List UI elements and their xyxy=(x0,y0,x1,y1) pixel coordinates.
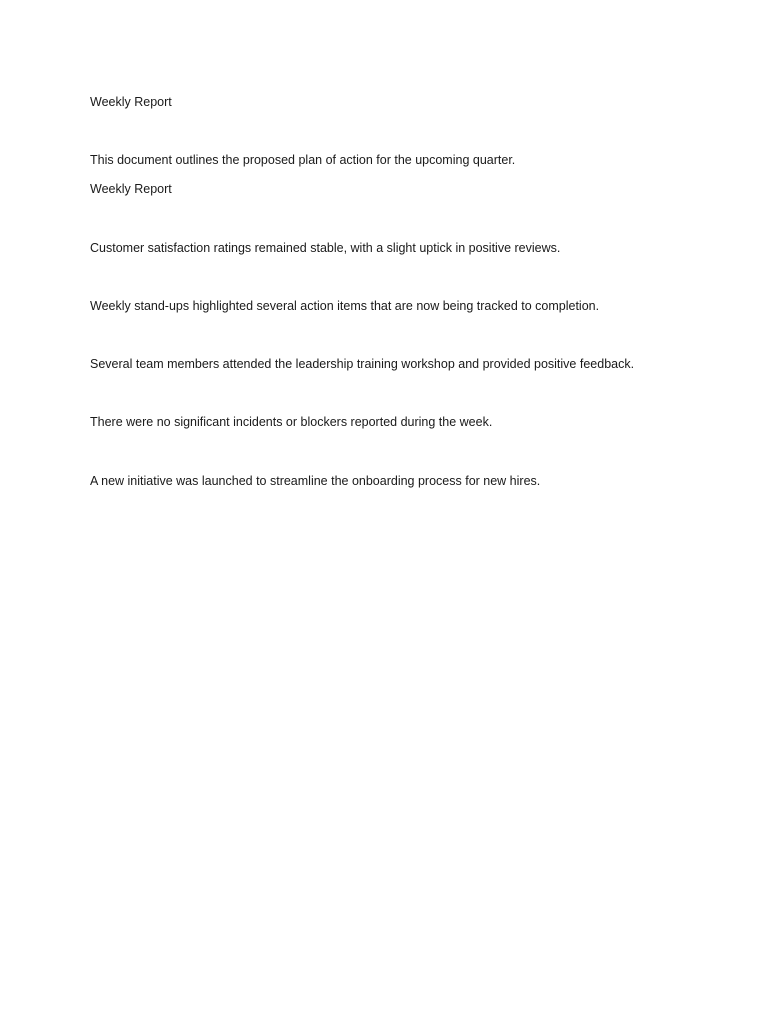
section-heading: Weekly Report xyxy=(90,182,172,196)
paragraph: This document outlines the proposed plan of action for the upcoming quarter. xyxy=(90,153,516,167)
paragraph: A new initiative was launched to streamline the onboarding process for new hires. xyxy=(90,474,541,488)
paragraph: Customer satisfaction ratings remained stable, with a slight uptick in positive reviews. xyxy=(90,241,561,255)
paragraph: There were no significant incidents or blockers reported during the week. xyxy=(90,415,493,429)
paragraph: Weekly stand-ups highlighted several action items that are now being tracked to completion. xyxy=(90,299,600,313)
document-title: Weekly Report xyxy=(90,95,172,109)
paragraph: Several team members attended the leadership training workshop and provided positive feedback. xyxy=(90,357,635,371)
